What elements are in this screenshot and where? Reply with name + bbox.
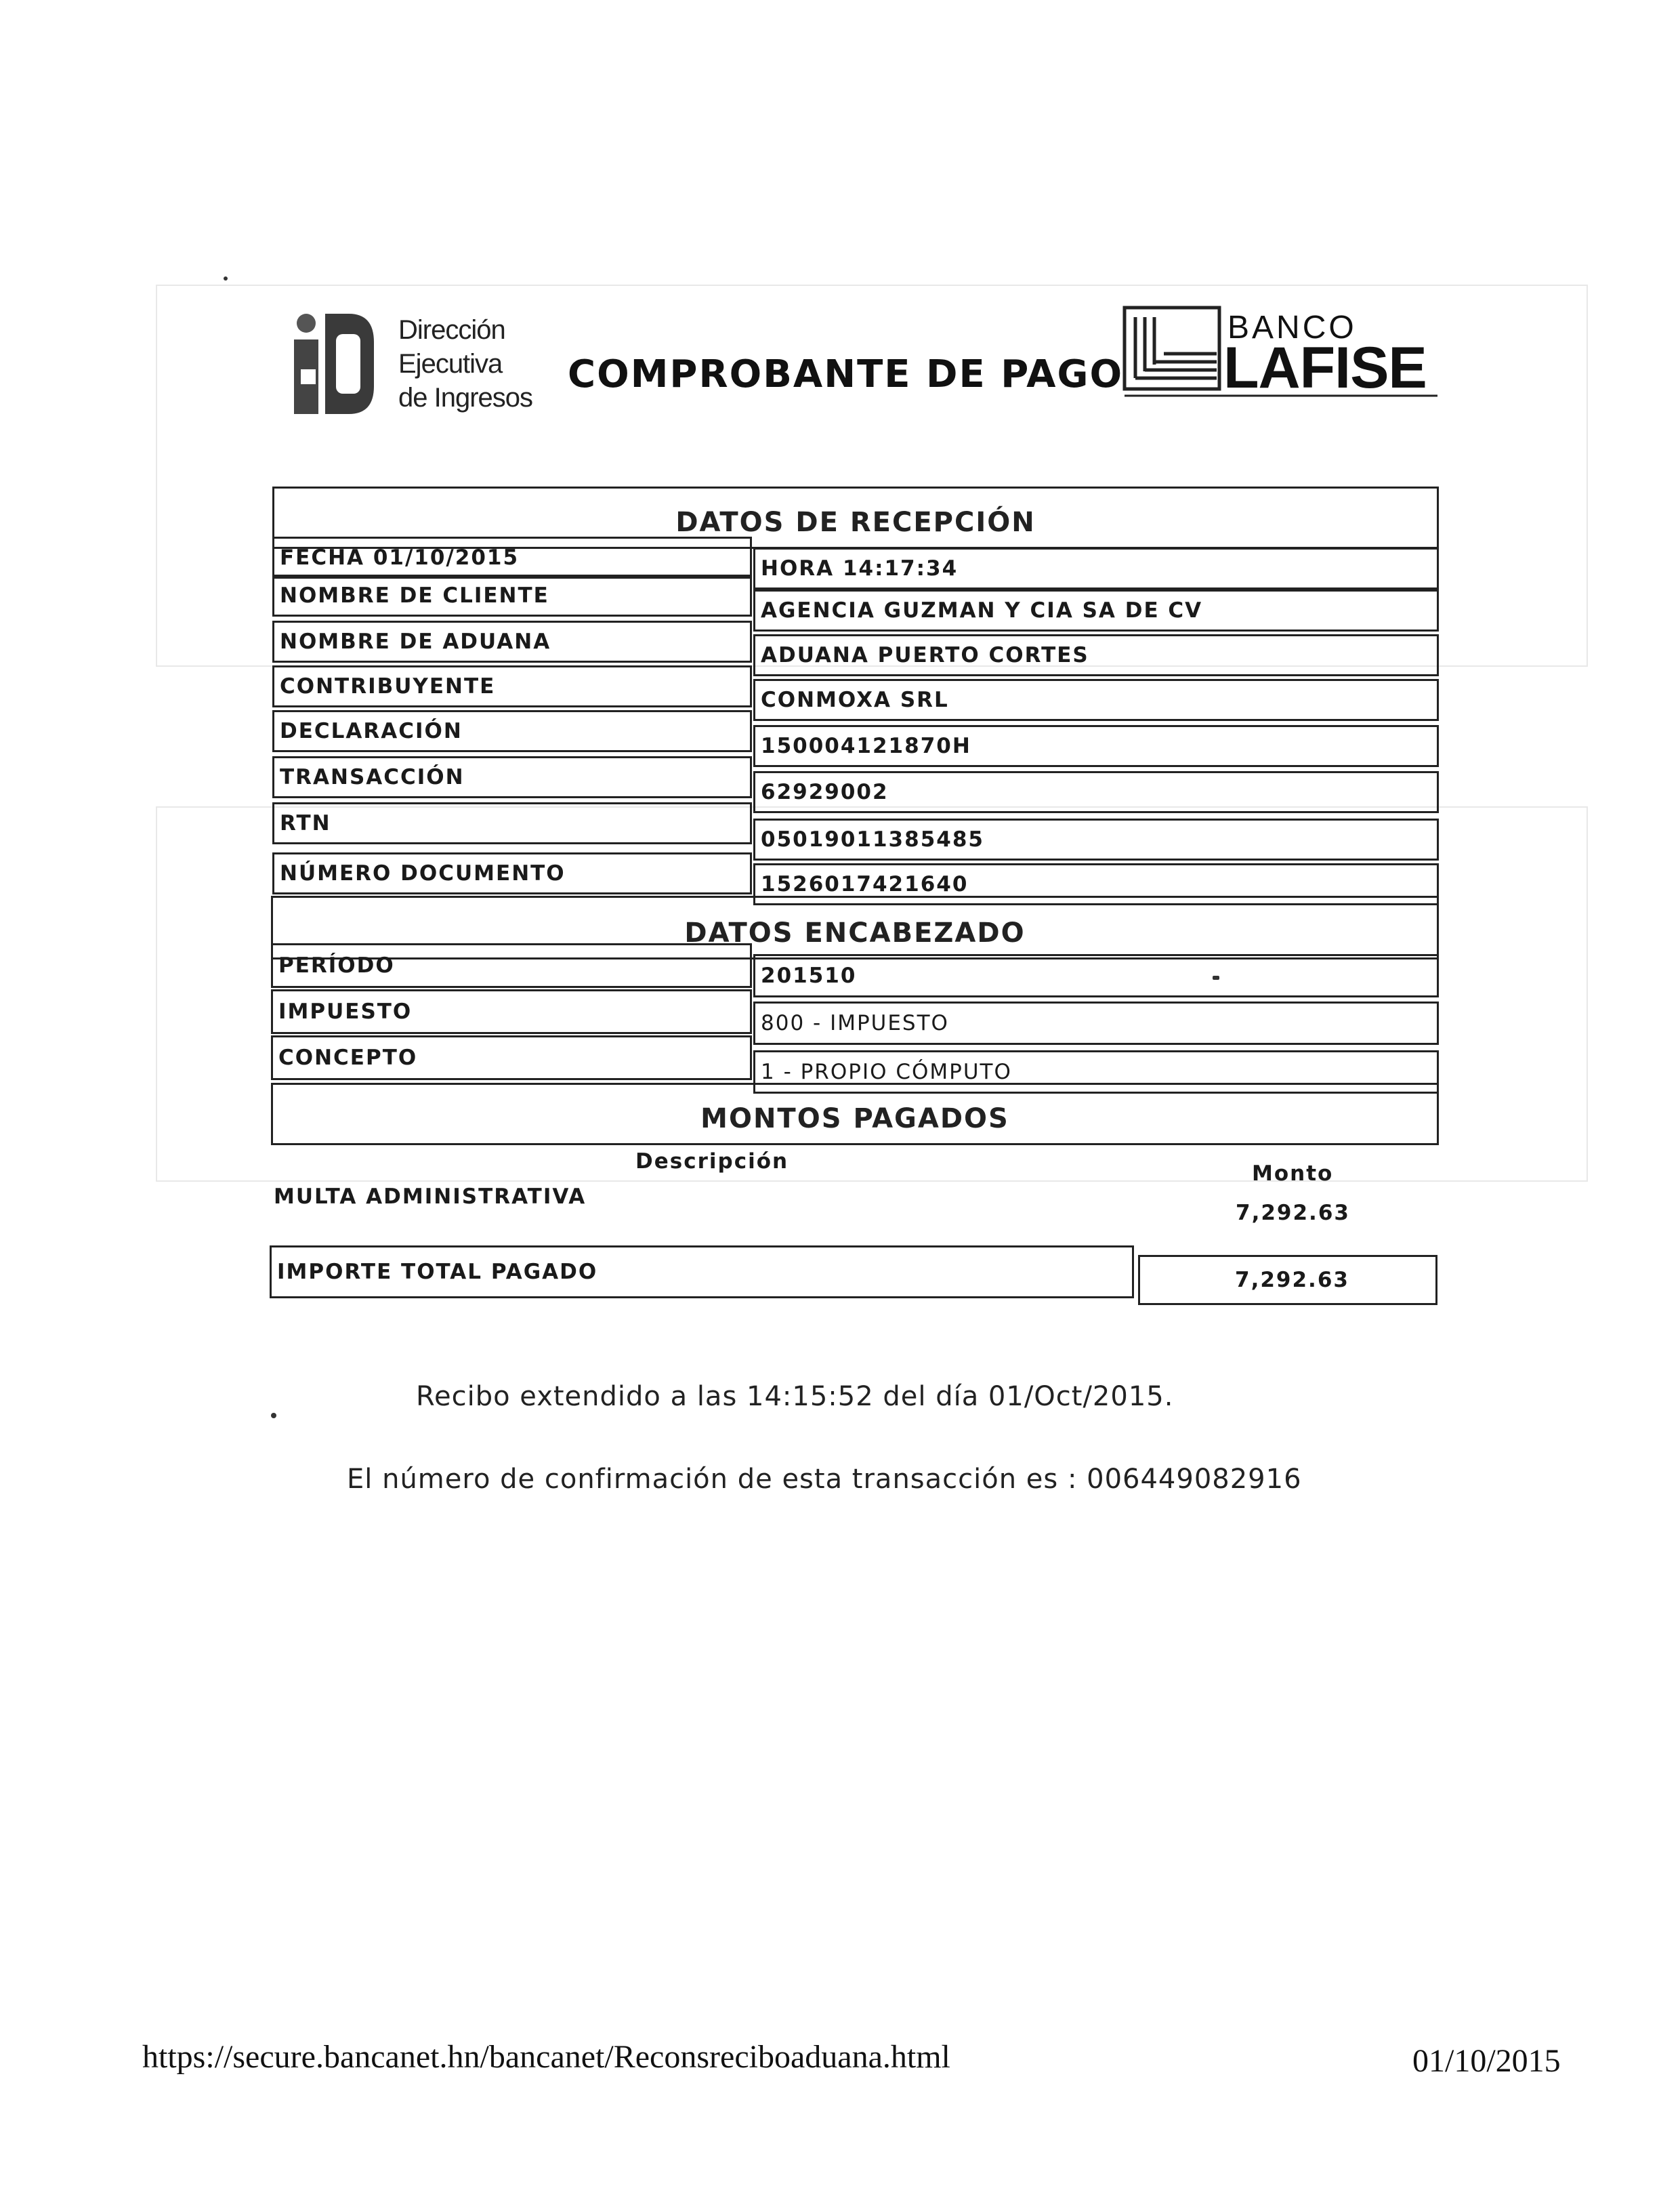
dei-logo-icon	[291, 308, 376, 417]
document-title: COMPROBANTE DE PAGO	[568, 352, 1124, 396]
row-value: 150004121870H	[753, 725, 1439, 767]
row-value: 800 - IMPUESTO	[753, 1002, 1439, 1045]
footer-date: 01/10/2015	[1412, 2043, 1561, 2079]
row-value: 1526017421640	[753, 863, 1439, 905]
row-label: NÚMERO DOCUMENTO	[272, 852, 752, 894]
row-value: ADUANA PUERTO CORTES	[753, 634, 1439, 676]
row-label: CONTRIBUYENTE	[272, 665, 752, 707]
row-value: 05019011385485	[753, 819, 1439, 861]
row-label: NOMBRE DE ADUANA	[272, 621, 752, 663]
scan-speck	[271, 1413, 276, 1418]
dei-line: Dirección	[398, 315, 505, 345]
dei-name	[398, 313, 532, 415]
row-label: NOMBRE DE CLIENTE	[272, 575, 752, 617]
hora-cell: HORA 14:17:34	[753, 548, 1439, 590]
fecha-cell: FECHA 01/10/2015	[272, 537, 752, 579]
row-label: PERÍODO	[271, 943, 752, 988]
row-value: 62929002	[753, 771, 1439, 813]
scan-speck	[224, 276, 228, 281]
scan-speck	[1213, 976, 1219, 980]
row-label: DECLARACIÓN	[272, 710, 752, 752]
section-datos-encabezado: DATOS ENCABEZADO	[271, 896, 1439, 959]
section-datos-recepcion: DATOS DE RECEPCIÓN	[272, 487, 1439, 549]
row-label: TRANSACCIÓN	[272, 756, 752, 798]
row-label: RTN	[272, 802, 752, 844]
row-value: CONMOXA SRL	[753, 679, 1439, 721]
dei-line: de Ingresos	[398, 383, 533, 413]
dei-line: Ejecutiva	[398, 349, 503, 379]
col-monto-header: Monto	[1252, 1161, 1334, 1186]
bank-name: LAFISE	[1223, 335, 1427, 400]
item-description: MULTA ADMINISTRATIVA	[274, 1184, 587, 1209]
section-montos-pagados: MONTOS PAGADOS	[271, 1083, 1439, 1145]
item-amount: 7,292.63	[1236, 1201, 1350, 1225]
total-value: 7,292.63	[1138, 1255, 1437, 1305]
col-descripcion-header: Descripción	[635, 1149, 789, 1174]
total-label: IMPORTE TOTAL PAGADO	[270, 1245, 1134, 1298]
row-value: 201510	[753, 954, 1439, 997]
confirmation-line: El número de confirmación de esta transacción es : 006449082916	[347, 1464, 1302, 1495]
bank-banco-label: BANCO	[1227, 310, 1357, 346]
receipt-issued-line: Recibo extendido a las 14:15:52 del día 01/Oct/2015.	[416, 1381, 1174, 1412]
row-value: 1 - PROPIO CÓMPUTO	[753, 1050, 1439, 1094]
row-label: CONCEPTO	[271, 1035, 752, 1080]
row-value: AGENCIA GUZMAN Y CIA SA DE CV	[753, 590, 1439, 632]
footer-url: https://secure.bancanet.hn/bancanet/Reconsreciboaduana.html	[142, 2039, 950, 2075]
row-label: IMPUESTO	[271, 989, 752, 1034]
